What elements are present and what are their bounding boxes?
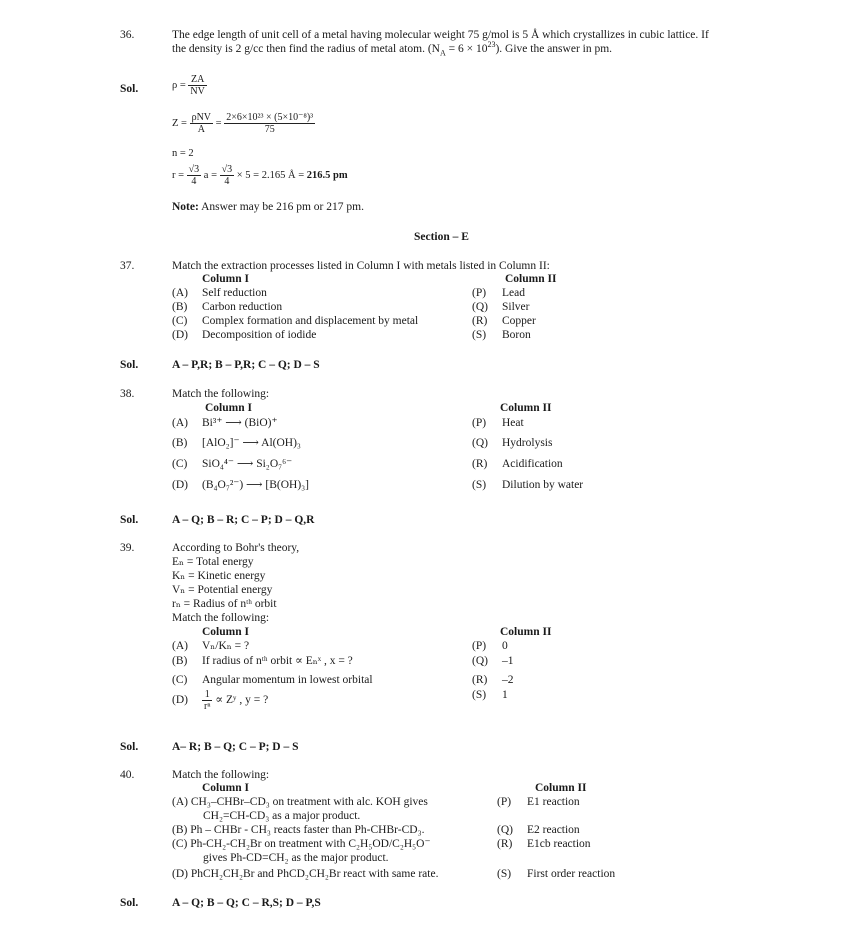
list-item: (S) First order reaction [497, 868, 616, 880]
question-number-36: 36. [120, 29, 135, 41]
q36-text-line2: the density is 2 g/cc then find the radius of metal atom. $(N_A = 6 \times 10^{23})$. Give the answer in pm. [172, 40, 613, 58]
density-formula: ρ = $\frac{ZA}{NV}$ [172, 74, 205, 97]
list-item: (R) Copper [472, 315, 536, 327]
list-item: (D) $\frac{1}{\text{rⁿ}}$ ∝ Zʸ , y = ? [172, 689, 269, 712]
q39-column2-header: Column II [500, 626, 552, 638]
solution-label-38: Sol. [120, 514, 139, 526]
q39-line: Eₙ = Total energy [172, 556, 254, 568]
list-item-continuation: CH₂=CH-CD₃ as a major product. [203, 810, 361, 822]
q39-line: Kₙ = Kinetic energy [172, 570, 266, 582]
q40-column1-header: Column I [202, 782, 249, 794]
q37-text: Match the extraction processes listed in Column I with metals listed in Column II: [172, 260, 550, 272]
z-formula: Z = $\frac{\text{ρNV}}{A}$ = $\frac{\text{2×6×10²³ × (5×10⁻⁸)³}}{75}$ [172, 112, 314, 135]
list-item: (R) E1cb reaction [497, 838, 591, 850]
solution-label-36: Sol. [120, 83, 139, 95]
list-item: (S) Dilution by water [472, 479, 584, 491]
q38-text: Match the following: [172, 388, 270, 400]
list-item: (C) Angular momentum in lowest orbital [172, 674, 373, 686]
list-item: (B) Carbon reduction [172, 301, 283, 313]
q40-text: Match the following: [172, 769, 270, 781]
list-item: (R) –2 [472, 674, 514, 686]
list-item: (C) Complex formation and displacement by metal [172, 315, 419, 327]
list-item-continuation: gives Ph-CD=CH₂ as the major product. [203, 852, 389, 864]
q40-column2-header: Column II [535, 782, 587, 794]
section-heading: Section – E [414, 231, 469, 243]
q39-answer: A– R; B – Q; C – P; D – S [172, 741, 299, 753]
q36-text-line1: The edge length of unit cell of a metal having molecular weight 75 g/mol is 5 Å which crystallizes in cubic lattice. If [172, 29, 709, 41]
list-item: (S) 1 [472, 689, 508, 701]
n-value: n = 2 [172, 148, 194, 159]
list-item: (C) SiO₄⁴⁻ ⟶ Si₂O₇⁶⁻ [172, 458, 293, 470]
list-item: (D) (B₄O₇²⁻) ⟶ [B(OH)₃] [172, 479, 310, 491]
question-number-37: 37. [120, 260, 135, 272]
question-number-39: 39. [120, 542, 135, 554]
q39-line: Match the following: [172, 612, 270, 624]
q39-line: rₙ = Radius of nᵗʰ orbit [172, 598, 277, 610]
list-item: (P) Lead [472, 287, 525, 299]
list-item: (S) Boron [472, 329, 531, 341]
list-item: (P) 0 [472, 640, 508, 652]
q38-column1-header: Column I [205, 402, 252, 414]
solution-label-37: Sol. [120, 359, 139, 371]
question-number-38: 38. [120, 388, 135, 400]
list-item: (D) Decomposition of iodide [172, 329, 317, 341]
q37-column1-header: Column I [202, 273, 249, 285]
list-item: (A) Vₙ/Kₙ = ? [172, 640, 250, 652]
q38-answer: A – Q; B – R; C – P; D – Q,R [172, 514, 315, 526]
list-item: (A) Self reduction [172, 287, 267, 299]
q36-note: Note: Answer may be 216 pm or 217 pm. [172, 201, 364, 213]
list-item: (A) Bi³⁺ ⟶ (BiO)⁺ [172, 417, 278, 429]
list-item: (P) E1 reaction [497, 796, 580, 808]
q37-column2-header: Column II [505, 273, 557, 285]
list-item: (B) If radius of nᵗʰ orbit ∝ Eₙˣ , x = ? [172, 655, 353, 667]
list-item: (Q) Silver [472, 301, 530, 313]
solution-label-40: Sol. [120, 897, 139, 909]
list-item: (Q) Hydrolysis [472, 437, 553, 449]
list-item: (P) Heat [472, 417, 524, 429]
list-item: (B) [AlO₂]⁻ ⟶ Al(OH)₃ [172, 437, 301, 449]
solution-label-39: Sol. [120, 741, 139, 753]
list-item: (A) CH₃–CHBr–CD₃ on treatment with alc. KOH gives [172, 796, 428, 808]
list-item: (R) Acidification [472, 458, 563, 470]
list-item: (Q) –1 [472, 655, 514, 667]
list-item: (C) Ph-CH₂-CH₂Br on treatment with C₂H₅OD/C₂H₅O⁻ [172, 838, 431, 850]
radius-formula: r = $\frac{√3}{4}$ a = $\frac{√3}{4}$ × 5 = 2.165 Å = 216.5 pm [172, 164, 348, 187]
q39-line: Vₙ = Potential energy [172, 584, 273, 596]
q40-answer: A – Q; B – Q; C – R,S; D – P,S [172, 897, 321, 909]
q37-answer: A – P,R; B – P,R; C – Q; D – S [172, 359, 320, 371]
question-number-40: 40. [120, 769, 135, 781]
q39-column1-header: Column I [202, 626, 249, 638]
q39-line: According to Bohr's theory, [172, 542, 300, 554]
list-item: (B) Ph – CHBr - CH₃ reacts faster than Ph-CHBr-CD₃. [172, 824, 425, 836]
q38-column2-header: Column II [500, 402, 552, 414]
list-item: (D) PhCH₂CH₂Br and PhCD₂CH₂Br react with same rate. [172, 868, 439, 880]
list-item: (Q) E2 reaction [497, 824, 580, 836]
